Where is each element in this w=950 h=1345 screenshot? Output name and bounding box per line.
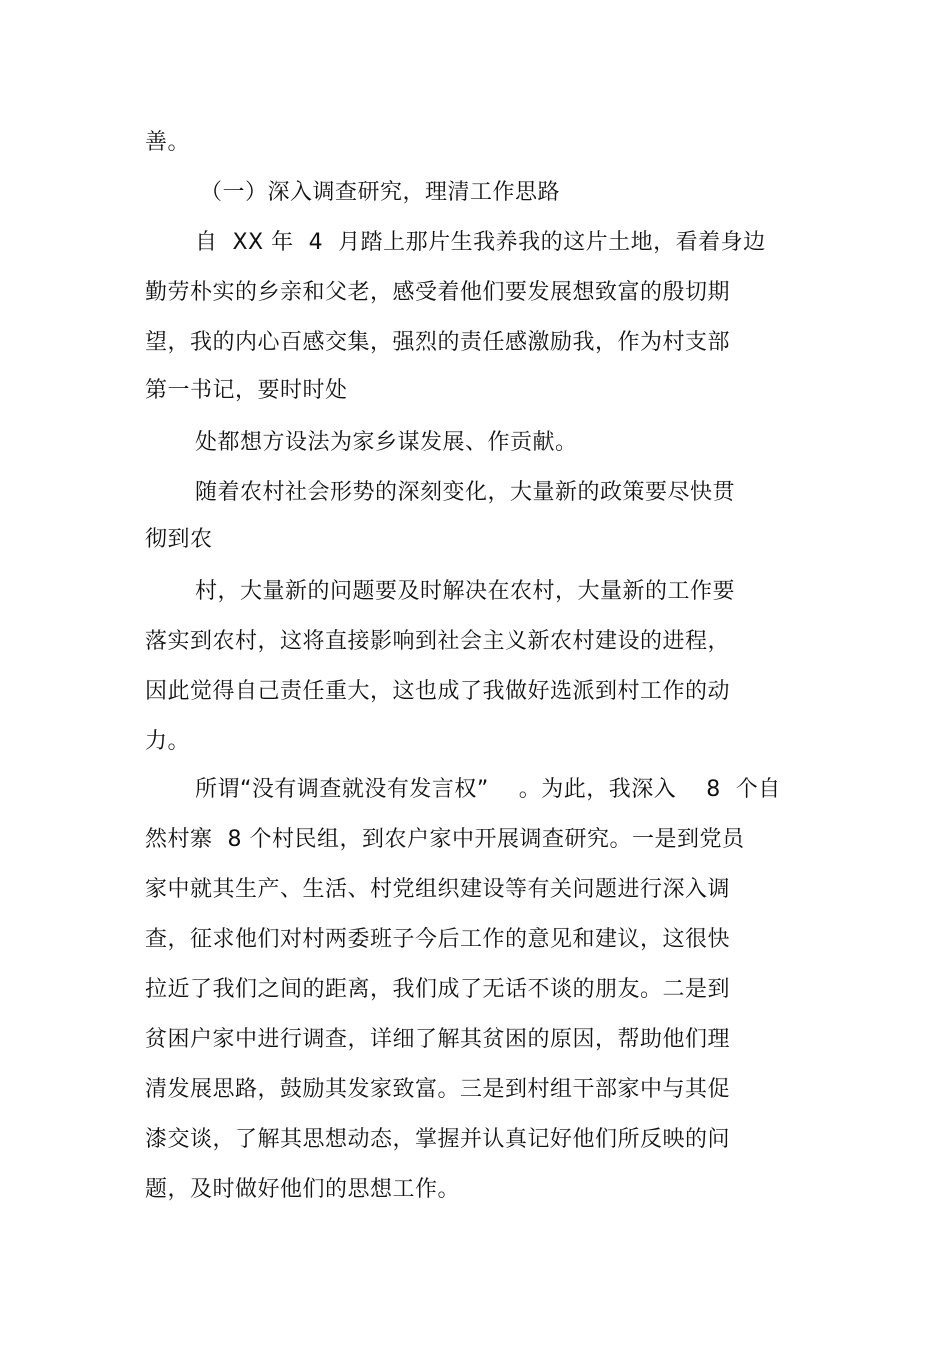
text-line: 善。 xyxy=(145,130,191,155)
text-line: 自 XX 年 4 月踏上那片生我养我的这片土地，看着身边 xyxy=(195,230,766,255)
section-heading: （一）深入调查研究，理清工作思路 xyxy=(200,180,561,205)
text-line: 查，征求他们对村两委班子今后工作的意见和建议，这很快 xyxy=(145,927,731,952)
text-line: 随着农村社会形势的深刻变化，大量新的政策要尽快贯 xyxy=(195,480,736,505)
text-line: 彻到农 xyxy=(145,527,213,552)
text-line: 力。 xyxy=(145,729,191,754)
text-line: 清发展思路，鼓励其发家致富。三是到村组干部家中与其促 xyxy=(145,1077,731,1102)
text-line: 落实到农村，这将直接影响到社会主义新农村建设的进程， xyxy=(145,629,731,654)
text-line: 第一书记，要时时处 xyxy=(145,378,348,403)
text-line: 所谓“没有调查就没有发言权” 。为此，我深入 8 个自 xyxy=(195,777,781,802)
text-line: 因此觉得自己责任重大，这也成了我做好选派到村工作的动 xyxy=(145,679,731,704)
text-line: 然村寨 8 个村民组，到农户家中开展调查研究。一是到党员 xyxy=(145,827,745,852)
text-line: 村，大量新的问题要及时解决在农村，大量新的工作要 xyxy=(195,579,736,604)
text-line: 望，我的内心百感交集，强烈的责任感激励我，作为村支部 xyxy=(145,330,731,355)
text-line: 贫困户家中进行调查，详细了解其贫困的原因，帮助他们理 xyxy=(145,1027,731,1052)
text-line: 题，及时做好他们的思想工作。 xyxy=(145,1177,461,1202)
text-line: 家中就其生产、生活、村党组织建设等有关问题进行深入调 xyxy=(145,877,731,902)
text-line: 勤劳朴实的乡亲和父老，感受着他们要发展想致富的殷切期 xyxy=(145,280,731,305)
text-line: 漆交谈，了解其思想动态，掌握并认真记好他们所反映的问 xyxy=(145,1127,731,1152)
text-line: 拉近了我们之间的距离，我们成了无话不谈的朋友。二是到 xyxy=(145,977,731,1002)
text-line: 处都想方设法为家乡谋发展、作贡献。 xyxy=(195,430,578,455)
